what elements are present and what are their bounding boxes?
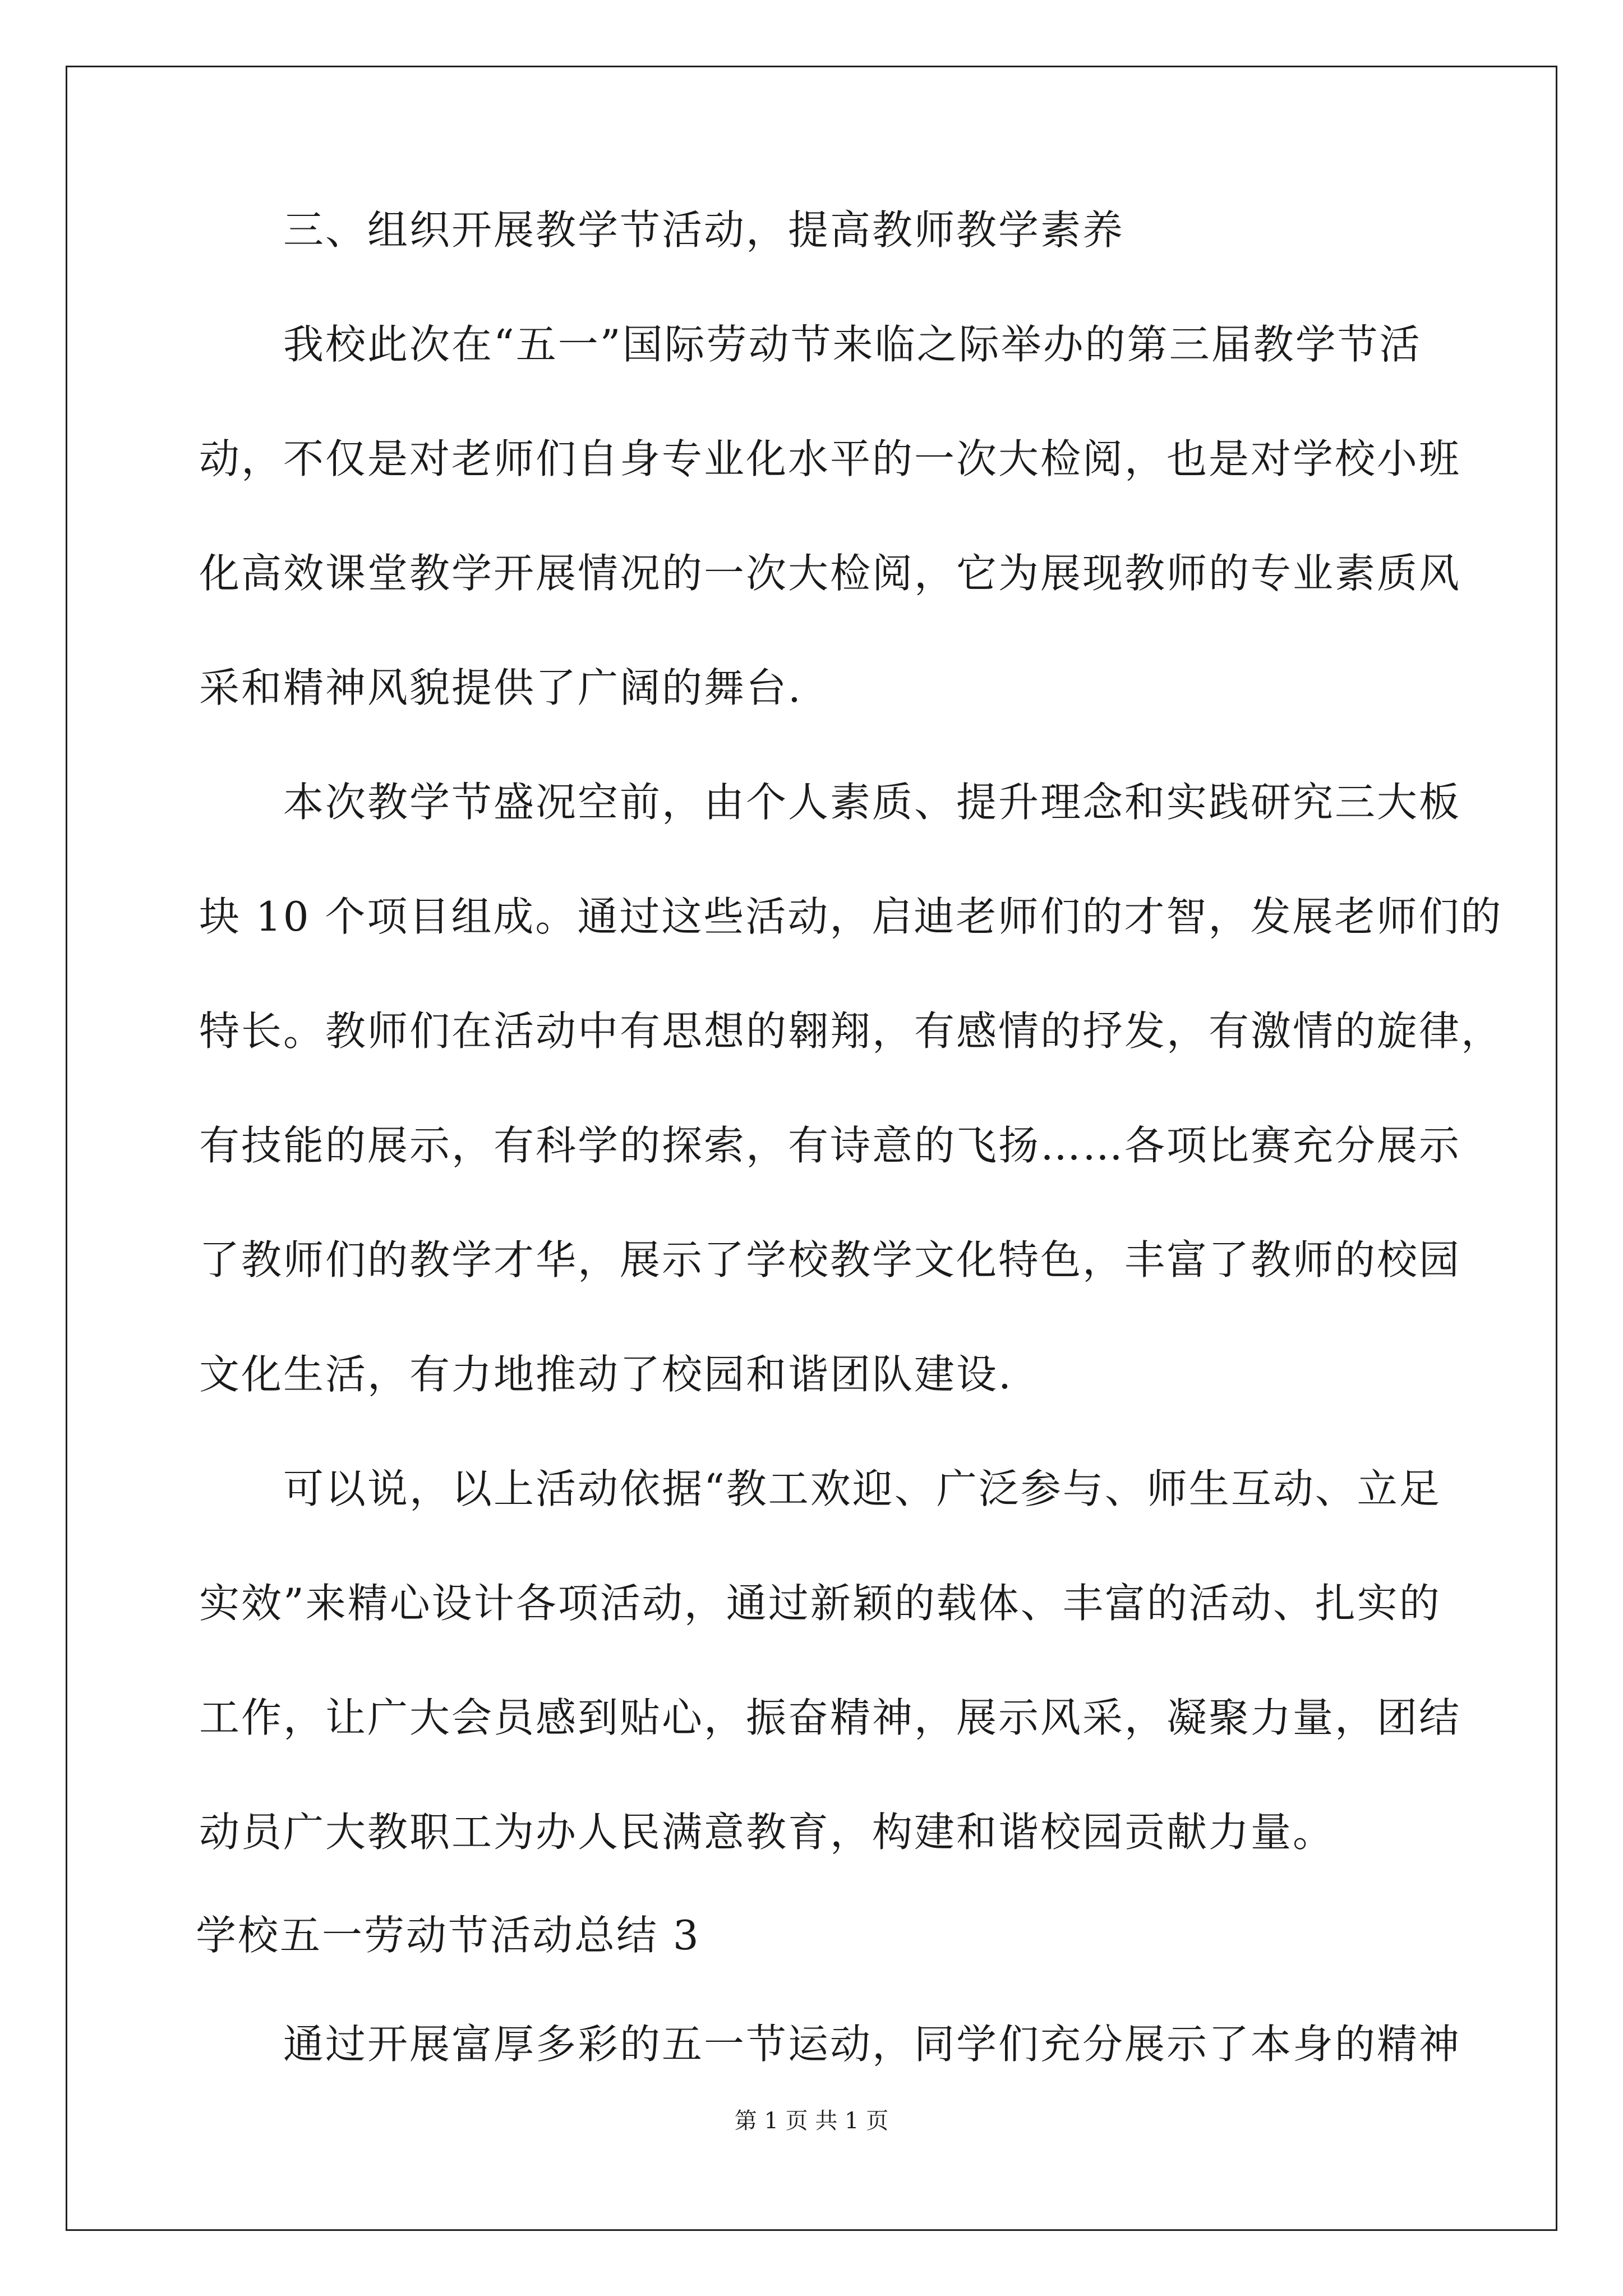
paragraph-line: 通过开展富厚多彩的五一节运动，同学们充分展示了本身的精神 [283, 2021, 1461, 2068]
page-number-footer: 第 1 页 共 1 页 [734, 2108, 889, 2134]
paragraph-line: 块 10 个项目组成。通过这些活动，启迪老师们的才智，发展老师们的 [199, 893, 1503, 940]
paragraph-line: 了教师们的教学才华，展示了学校教学文化特色，丰富了教师的校园 [199, 1236, 1461, 1283]
paragraph-line: 动，不仅是对老师们自身专业化水平的一次大检阅，也是对学校小班 [199, 435, 1461, 482]
paragraph-line: 采和精神风貌提供了广阔的舞台. [199, 664, 803, 711]
paragraph-line: 实效”来精心设计各项活动，通过新颖的载体、丰富的活动、扎实的 [199, 1580, 1441, 1627]
paragraph-line: 化高效课堂教学开展情况的一次大检阅，它为展现教师的专业素质风 [199, 550, 1461, 597]
paragraph-line: 可以说，以上活动依据“教工欢迎、广泛参与、师生互动、立足 [283, 1465, 1441, 1512]
paragraph-line: 有技能的展示，有科学的探索，有诗意的飞扬……各项比赛充分展示 [199, 1122, 1461, 1169]
document-title: 学校五一劳动节活动总结 3 [196, 1912, 700, 1959]
paragraph-line: 动员广大教职工为办人民满意教育，构建和谐校园贡献力量。 [199, 1809, 1335, 1856]
section-heading: 三、组织开展教学节活动，提高教师教学素养 [283, 206, 1125, 254]
paragraph-line: 特长。教师们在活动中有思想的翱翔，有感情的抒发，有激情的旋律， [199, 1007, 1504, 1055]
paragraph-line: 本次教学节盛况空前，由个人素质、提升理念和实践研究三大板 [283, 779, 1461, 826]
paragraph-line: 文化生活，有力地推动了校园和谐团队建设. [199, 1351, 1013, 1398]
paragraph-line: 工作，让广大会员感到贴心，振奋精神，展示风采，凝聚力量，团结 [199, 1694, 1461, 1741]
paragraph-line: 我校此次在“五一”国际劳动节来临之际举办的第三届教学节活 [283, 321, 1422, 368]
